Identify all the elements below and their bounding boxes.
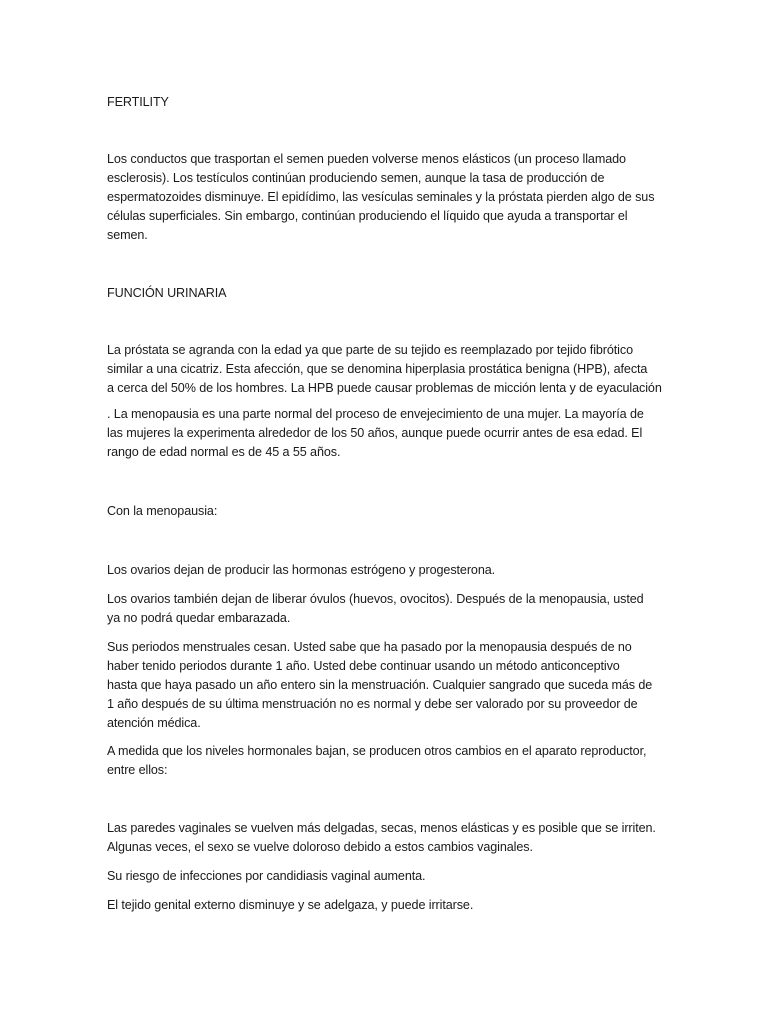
- fertility-paragraph: Los conductos que trasportan el semen pueden volverse menos elásticos (un proceso llamado esclerosis). Los testículos continúan produciendo semen, aunque la tasa de producción de espermatozoides disminuye. El epidídimo, las vesículas seminales y la próstata pierden algo de sus células superficiales. Sin embargo, continúan produciendo el líquido que ayuda a transportar el semen.: [107, 152, 655, 242]
- urinary-heading: FUNCIÓN URINARIA: [107, 286, 227, 300]
- external-tissue-item: El tejido genital externo disminuye y se adelgaza, y puede irritarse.: [107, 898, 474, 912]
- hormone-levels-paragraph: A medida que los niveles hormonales bajan, se producen otros cambios en el aparato reproductor, entre ellos:: [107, 744, 647, 777]
- periods-item: Sus periodos menstruales cesan. Usted sabe que ha pasado por la menopausia después de no haber tenido periodos durante 1 año. Usted debe continuar usando un método anticonceptivo hasta que haya pasado un año entero sin la menstruación. Cualquier sangrado que suceda más de 1 año después de su última menstruación no es normal y debe ser valorado por su proveedor de atención médica.: [107, 640, 653, 730]
- menopause-paragraph: . La menopausia es una parte normal del proceso de envejecimiento de una mujer. La mayoría de las mujeres la experimenta alrededor de los 50 años, aunque puede ocurrir antes de esa edad. El rango de edad normal es de 45 a 55 años.: [107, 407, 644, 459]
- infection-risk-item: Su riesgo de infecciones por candidiasis vaginal aumenta.: [107, 869, 426, 883]
- fertility-heading: FERTILITY: [107, 95, 169, 109]
- prostate-paragraph: La próstata se agranda con la edad ya que parte de su tejido es reemplazado por tejido fibrótico similar a una cicatriz. Esta afección, que se denomina hiperplasia prostática benigna (HPB), afecta a cerca del 50% de los hombres. La HPB puede causar problemas de micción lenta y de eyaculación: [107, 343, 662, 395]
- vaginal-walls-item: Las paredes vaginales se vuelven más delgadas, secas, menos elásticas y es posible que se irriten. Algunas veces, el sexo se vuelve doloroso debido a estos cambios vaginales.: [107, 821, 656, 854]
- ovaries-hormones-item: Los ovarios dejan de producir las hormonas estrógeno y progesterona.: [107, 563, 496, 577]
- with-menopause-heading: Con la menopausia:: [107, 504, 218, 518]
- ovaries-ovules-item: Los ovarios también dejan de liberar óvulos (huevos, ovocitos). Después de la menopausia, usted ya no podrá quedar embarazada.: [107, 592, 644, 625]
